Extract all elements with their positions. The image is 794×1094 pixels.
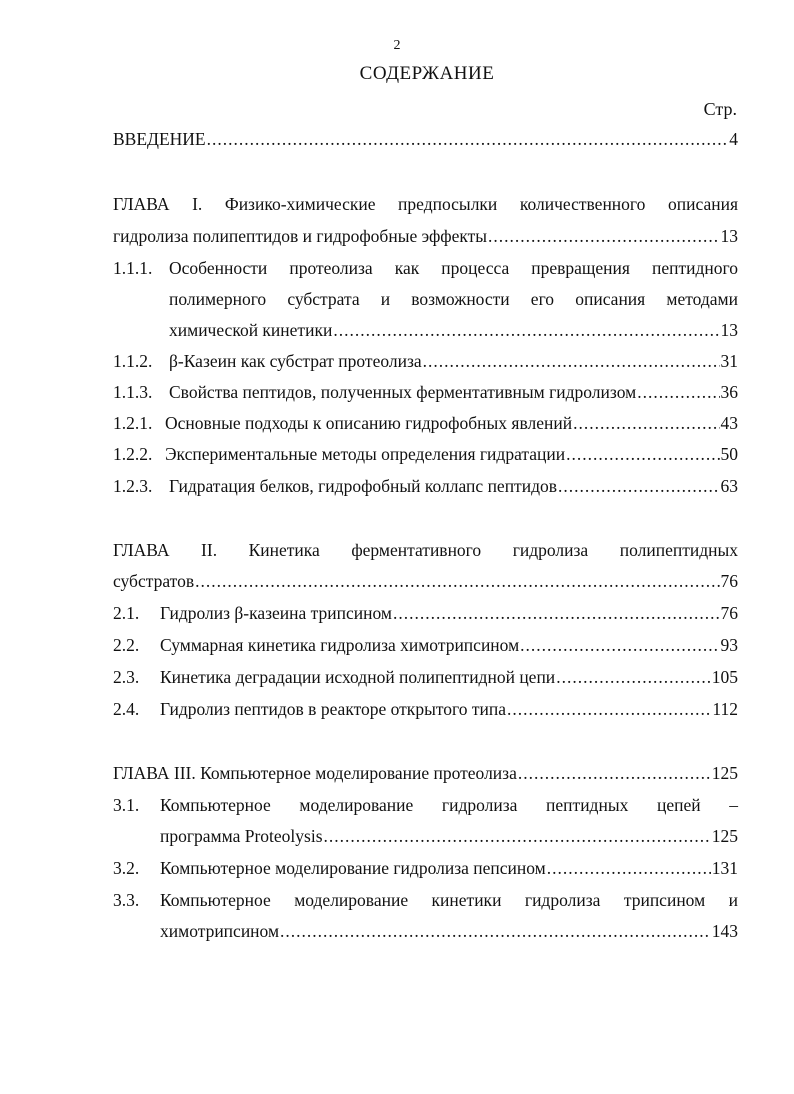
- dot-leader: [195, 570, 719, 592]
- toc-section-1-1-3[interactable]: [113, 381, 738, 403]
- toc-entry-page: 93: [720, 635, 738, 655]
- dot-leader: [488, 225, 719, 247]
- toc-entry-title: субстратов: [113, 571, 195, 591]
- toc-section-number: 2.4.: [113, 699, 140, 719]
- toc-entry-title: гидролиза полипептидов и гидрофобные эффекты: [113, 226, 488, 246]
- toc-chapter-2-line-1[interactable]: ГЛАВА II. Кинетика ферментативного гидролиза полипептидных: [113, 540, 738, 560]
- toc-entry-title: Свойства пептидов, полученных ферментативным гидролизом: [169, 382, 637, 402]
- toc-chapter-3[interactable]: [113, 762, 738, 784]
- toc-entry-title: β-Казеин как субстрат протеолиза: [169, 351, 422, 371]
- toc-section-number: 1.1.3.: [113, 382, 153, 402]
- dot-leader: [547, 857, 711, 879]
- toc-entry-page: 125: [711, 826, 738, 846]
- toc-entry-title: Компьютерное моделирование гидролиза пепсином: [160, 858, 546, 878]
- toc-entry-page: 43: [720, 413, 738, 433]
- toc-entry-title: Основные подходы к описанию гидрофобных явлений: [165, 413, 573, 433]
- dot-leader: [324, 825, 711, 847]
- toc-entry-title: Кинетика деградации исходной полипептидной цепи: [160, 667, 556, 687]
- toc-entry-title: Суммарная кинетика гидролиза химотрипсином: [160, 635, 520, 655]
- toc-entry-page: 131: [711, 858, 738, 878]
- toc-entry-title: программа Proteolysis: [160, 826, 323, 846]
- toc-entry-page: 4: [729, 129, 738, 149]
- toc-entry-page: 63: [720, 476, 738, 496]
- dot-leader: [556, 666, 711, 688]
- toc-entry-page: 143: [711, 921, 738, 941]
- toc-section-number: 1.1.1.: [113, 258, 153, 278]
- toc-entry-page: 76: [720, 603, 738, 623]
- toc-section-number: 1.2.1.: [113, 413, 153, 433]
- toc-entry-title: химотрипсином: [160, 921, 280, 941]
- dot-leader: [207, 128, 729, 150]
- toc-section-1-2-1[interactable]: [113, 412, 738, 434]
- toc-entry-page: 13: [720, 226, 738, 246]
- toc-entry-page: 31: [720, 351, 738, 371]
- toc-entry-page: 105: [711, 667, 738, 687]
- toc-section-number: 1.2.3.: [113, 476, 153, 496]
- toc-section-number: 3.3.: [113, 890, 140, 910]
- toc-section-2-3[interactable]: [113, 666, 738, 688]
- toc-section-1-1-2[interactable]: [113, 350, 738, 372]
- toc-entry-page: 76: [720, 571, 738, 591]
- toc-section-number: 2.3.: [113, 667, 140, 687]
- dot-leader: [393, 602, 720, 624]
- toc-section-1-1-1-line-1[interactable]: Особенности протеолиза как процесса превращения пептидного: [169, 258, 738, 278]
- toc-section-3-1-line-1[interactable]: Компьютерное моделирование гидролиза пептидных цепей –: [160, 795, 738, 815]
- dot-leader: [566, 443, 719, 465]
- dot-leader: [520, 634, 719, 656]
- toc-section-number: 2.2.: [113, 635, 140, 655]
- dot-leader: [423, 350, 720, 372]
- toc-section-number: 1.2.2.: [113, 444, 153, 464]
- dot-leader: [558, 475, 720, 497]
- toc-section-3-1-line-2[interactable]: [160, 825, 738, 847]
- toc-entry-title: Экспериментальные методы определения гидратации: [165, 444, 566, 464]
- dot-leader: [637, 381, 719, 403]
- toc-chapter-2-line-2[interactable]: [113, 570, 738, 592]
- dot-leader: [507, 698, 711, 720]
- toc-section-1-2-2[interactable]: [113, 443, 738, 465]
- page-number: 2: [393, 38, 401, 53]
- dot-leader: [280, 920, 711, 942]
- toc-section-2-2[interactable]: [113, 634, 738, 656]
- toc-entry-page: 112: [712, 699, 738, 719]
- toc-section-1-2-3[interactable]: [113, 475, 738, 497]
- toc-entry-title: Гидратация белков, гидрофобный коллапс пептидов: [169, 476, 557, 496]
- toc-chapter-1-line-1[interactable]: ГЛАВА I. Физико-химические предпосылки количественного описания: [113, 194, 738, 214]
- toc-entry-page: 36: [720, 382, 738, 402]
- toc-section-3-3-line-2[interactable]: [160, 920, 738, 942]
- toc-entry-title: Гидролиз пептидов в реакторе открытого типа: [160, 699, 507, 719]
- toc-section-2-4[interactable]: [113, 698, 738, 720]
- toc-section-3-3-line-1[interactable]: Компьютерное моделирование кинетики гидролиза трипсином и: [160, 890, 738, 910]
- toc-section-number: 3.2.: [113, 858, 140, 878]
- toc-chapter-1-line-2[interactable]: [113, 225, 738, 247]
- toc-entry-page: 50: [720, 444, 738, 464]
- toc-section-number: 2.1.: [113, 603, 140, 623]
- toc-entry-title: Гидролиз β-казеина трипсином: [160, 603, 392, 623]
- toc-entry-title: ВВЕДЕНИЕ: [113, 129, 206, 149]
- toc-section-3-2[interactable]: [113, 857, 738, 879]
- dot-leader: [518, 762, 711, 784]
- toc-section-1-1-1-line-2[interactable]: полимерного субстрата и возможности его описания методами: [169, 289, 738, 309]
- dot-leader: [333, 319, 719, 341]
- toc-entry-page: 13: [720, 320, 738, 340]
- toc-section-2-1[interactable]: [113, 602, 738, 624]
- toc-section-number: 3.1.: [113, 795, 140, 815]
- toc-entry-page: 125: [711, 763, 738, 783]
- dot-leader: [573, 412, 719, 434]
- toc-entry-title: ГЛАВА III. Компьютерное моделирование протеолиза: [113, 763, 517, 783]
- toc-entry-title: химической кинетики: [169, 320, 333, 340]
- page-title: СОДЕРЖАНИЕ: [359, 63, 495, 84]
- page-column-label: Стр.: [703, 99, 737, 119]
- toc-section-1-1-1-line-3[interactable]: [169, 319, 738, 341]
- toc-section-number: 1.1.2.: [113, 351, 153, 371]
- toc-entry-introduction[interactable]: [113, 128, 738, 150]
